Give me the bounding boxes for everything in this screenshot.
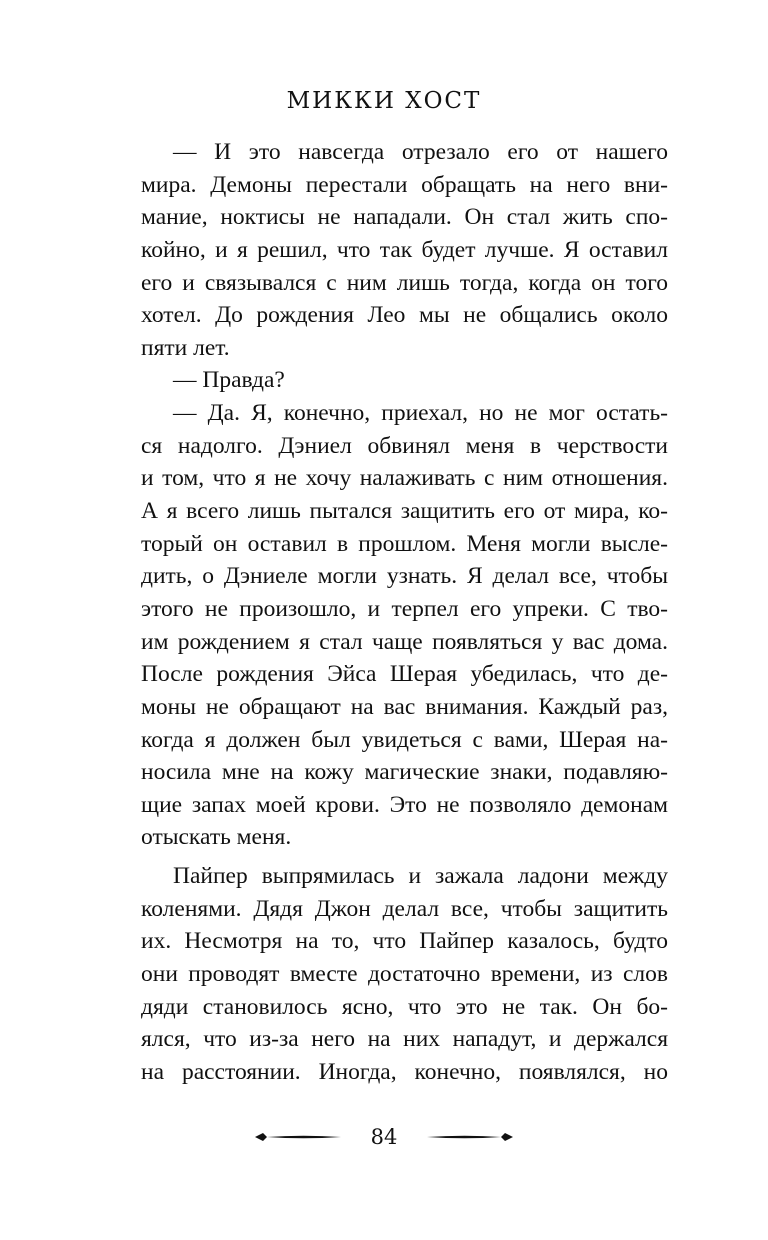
page-body-text — [141, 136, 668, 1089]
text-line: А я всего лишь пытался защитить его от мира, ко- — [141, 498, 668, 525]
text-line: этого не произошло, и терпел его упреки. С тво- — [141, 595, 668, 622]
text-line: ялся, что из-за него на них нападут, и держался — [141, 1026, 668, 1053]
text-line: и том, что я не хочу налаживать с ним отношения. — [141, 465, 668, 492]
text-line: пяти лет. — [141, 334, 230, 361]
text-line: Пайпер выпрямилась и зажала ладони между — [173, 863, 668, 890]
right-ornament-icon — [425, 1131, 515, 1143]
text-line: им рождением я стал чаще появляться у вас дома. — [141, 628, 668, 655]
left-ornament-icon — [253, 1131, 343, 1143]
page-footer — [0, 1122, 768, 1152]
text-line: После рождения Эйса Шерая убедилась, что де- — [141, 661, 668, 688]
text-line: койно, и я решил, что так будет лучше. Я оставил — [141, 236, 668, 263]
text-line: мание, ноктисы не нападали. Он стал жить спо- — [141, 204, 668, 231]
text-line: ся надолго. Дэниел обвинял меня в черствости — [141, 432, 668, 459]
text-line: щие запах моей крови. Это не позволяло демонам — [141, 791, 668, 818]
text-line: мира. Демоны перестали обращать на него вни- — [141, 171, 668, 198]
text-line: моны не обращают на вас внимания. Каждый раз, — [141, 693, 668, 720]
text-line: их. Несмотря на то, что Пайпер казалось, будто — [141, 928, 668, 955]
text-line: отыскать меня. — [141, 824, 292, 851]
text-line: дяди становилось ясно, что это не так. Он бо- — [141, 993, 668, 1020]
text-line: на расстоянии. Иногда, конечно, появлялся, но — [141, 1058, 668, 1085]
text-line: они проводят вместе достаточно времени, из слов — [141, 961, 668, 988]
text-line: — Правда? — [173, 367, 285, 394]
text-line: хотел. До рождения Лео мы не общались около — [141, 302, 668, 329]
text-line: — И это навсегда отрезало его от нашего — [173, 139, 668, 165]
running-header-author: МИККИ ХОСТ — [286, 88, 482, 114]
text-line: носила мне на кожу магические знаки, подавляю- — [141, 759, 668, 786]
text-line: его и связывался с ним лишь тогда, когда он того — [141, 269, 668, 296]
text-line: коленями. Дядя Джон делал все, чтобы защитить — [141, 895, 668, 922]
text-line: торый он оставил в прошлом. Меня могли высле- — [141, 530, 668, 557]
text-line: — Да. Я, конечно, приехал, но не мог остать- — [173, 400, 668, 427]
text-line: когда я должен был увидеться с вами, Шерая на- — [141, 726, 668, 753]
page-number: 84 — [370, 1125, 398, 1149]
text-line: дить, о Дэниеле могли узнать. Я делал все, чтобы — [141, 563, 668, 590]
